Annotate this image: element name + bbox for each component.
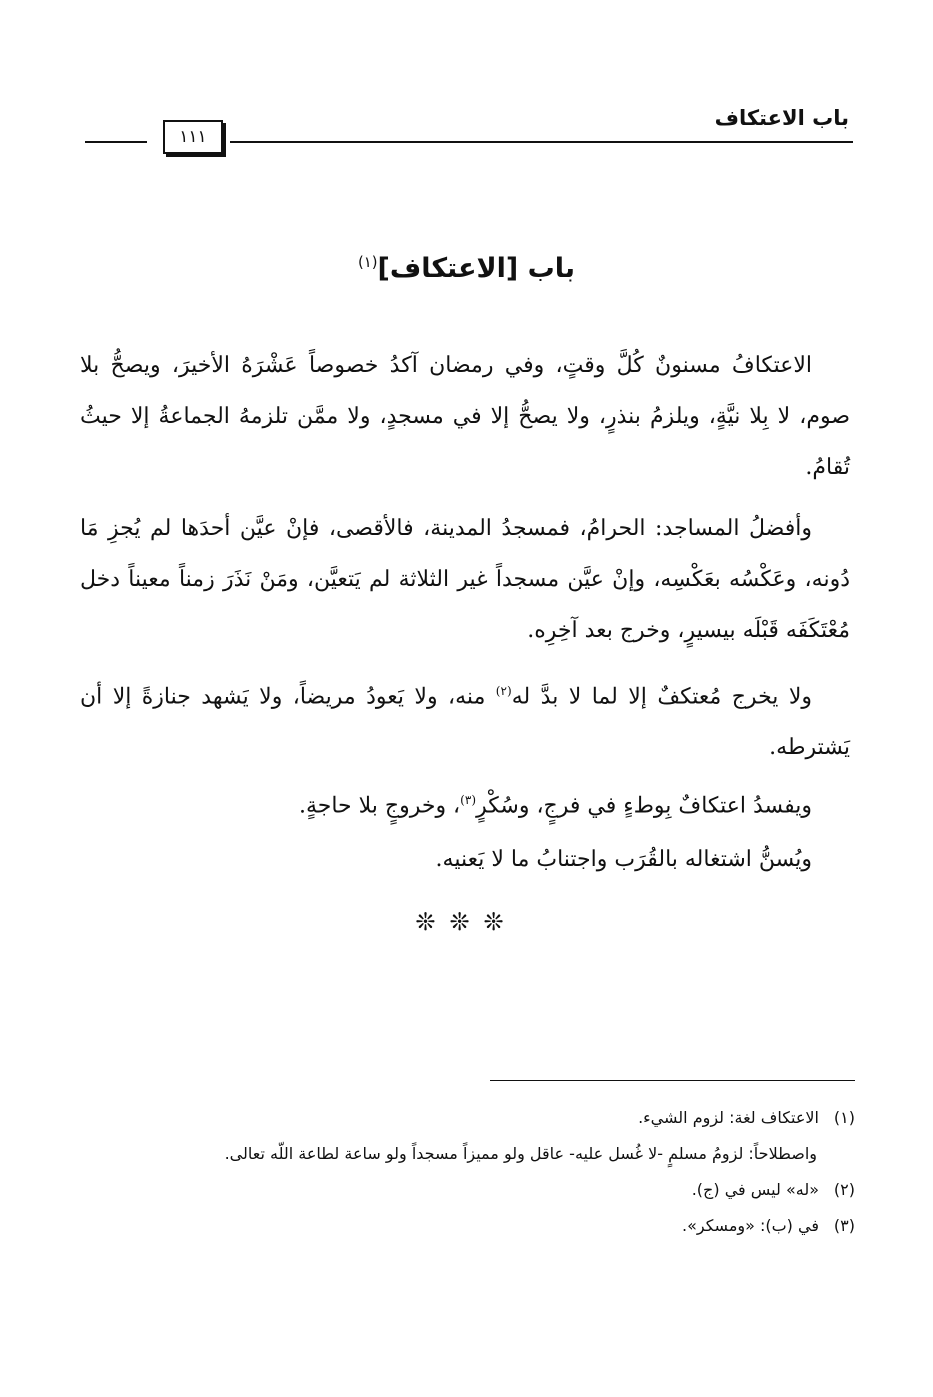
- footnote-2: [80, 1172, 855, 1208]
- paragraph-invalidators: [80, 775, 850, 831]
- running-header: [85, 100, 853, 146]
- footnote-ref-2: (٢): [495, 684, 512, 698]
- footnote-2-text: «له» ليس في (ج).: [691, 1180, 819, 1199]
- chapter-title: [0, 253, 933, 284]
- running-title: باب الاعتكاف: [714, 106, 849, 130]
- footnote-1-text: الاعتكاف لغة: لزوم الشيء.: [638, 1108, 819, 1127]
- chapter-title-text: باب [الاعتكاف]: [377, 253, 576, 284]
- paragraph-invalidators-part2: ، وخروجٍ بلا حاجةٍ.: [298, 793, 461, 819]
- paragraph-best-mosques: وأفضلُ المساجد: الحرامُ، فمسجدُ المدينة، فالأقصى، فإنْ عيَّن أحدَها لم يُجزِ مَا دُونه، وعَكْسُه بعَكْسِه، وإنْ عيَّن مسجداً غير الثلاثة لم يَتعيَّن، ومَنْ نَذَرَ زمناً معيناً دخل مُعْتَكَفَه قَبْلَه بيسيرٍ، وخرج بعد آخِرِه.: [80, 516, 850, 643]
- paragraph-itikaf-ruling: الاعتكافُ مسنونٌ كُلَّ وقتٍ، وفي رمضان آكدُ خصوصاً عَشْرَهُ الأخيرَ، ويصحُّ بلا صوم، لا بِلا نيَّةٍ، ويلزمُ بنذرٍ، ولا يصحُّ إلا في مسجدٍ، ولا ممَّن تلزمهُ الجماعةُ إلا حيثُ تُقامُ.: [80, 353, 850, 480]
- paragraph-leaving-mosque-part2: منه، ولا يَعودُ مريضاً، ولا يَشهد جنازةً إلا أن يَشترطه.: [80, 684, 850, 761]
- paragraph-invalidators-part1: ويفسدُ اعتكافٌ بِوطءٍ في فرجٍ، وسُكْرٍ: [476, 793, 812, 819]
- footnote-2-number: (٢): [833, 1180, 855, 1199]
- footnote-1-number: (١): [833, 1108, 855, 1127]
- body-text: [80, 340, 850, 895]
- footnote-ref-1: (١): [357, 253, 378, 271]
- footnote-ref-3: (٣): [460, 793, 477, 808]
- paragraph-recommended: ويُسنُّ اشتغاله بالقُرَب واجتنابُ ما لا يَعنيه.: [435, 846, 812, 872]
- footnote-3: [80, 1208, 855, 1244]
- paragraph-leaving-mosque-part1: ولا يخرج مُعتكفٌ إلا لما لا بدَّ له: [511, 684, 812, 710]
- page-number-box: ١١١: [163, 120, 223, 154]
- footnote-3-number: (٣): [833, 1216, 855, 1235]
- footnote-1: [80, 1100, 855, 1136]
- footnote-3-text: في (ب): «ومسكر».: [682, 1216, 819, 1235]
- header-rule-right: [230, 141, 853, 143]
- footnote-rule: [490, 1080, 855, 1081]
- footnotes: [80, 1100, 855, 1244]
- footnote-1-continuation: واصطلاحاً: لزومُ مسلمٍ -لا غُسل عليه- عاقل ولو مميزاً مسجداً ولو ساعة لطاعة اللّه تعالى.: [224, 1144, 817, 1163]
- paragraph-leaving-mosque: [80, 666, 850, 773]
- section-separator-stars: ❊❊❊: [415, 908, 518, 936]
- header-rule-left: [85, 141, 147, 143]
